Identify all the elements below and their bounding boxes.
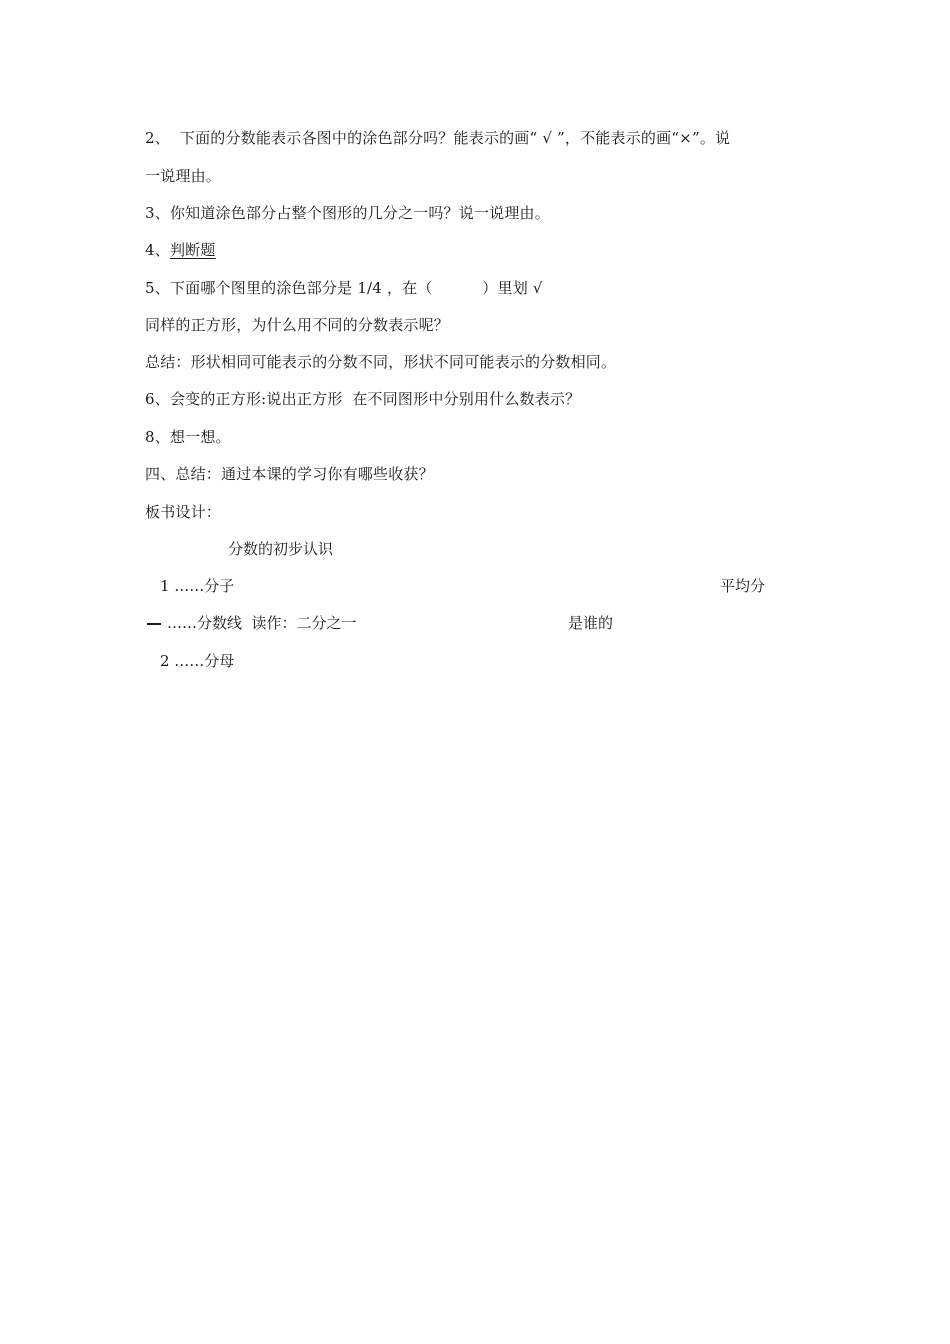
summary-text: 总结：形状相同可能表示的分数不同，形状不同可能表示的分数相同。 [145,353,617,371]
board-fraction-line-label: ……分数线 读作：二分之一 [167,614,357,632]
question-4-title: 判断题 [169,241,216,259]
question-3-text: 3、你知道涂色部分占整个图形的几分之一吗？说一说理由。 [145,204,550,222]
board-average: 平均分 [720,577,766,595]
question-6-text: 6、会变的正方形:说出正方形 在不同图形中分别用什么数表示？ [145,390,581,408]
question-5-text: 5、下面哪个图里的涂色部分是 1/4 ，在（ ）里划 √ [145,279,543,297]
question-2-text-cont: 一说理由。 [145,167,222,185]
question-2-text: 2、 下面的分数能表示各图中的涂色部分吗？能表示的画“ √ ”，不能表示的画“×”。说 [145,129,731,147]
prompt-same-square: 同样的正方形，为什么用不同的分数表示呢？ [145,316,450,334]
question-8-text: 8、想一想。 [145,428,231,446]
question-4-number: 4、 [145,241,170,259]
board-denominator: 2 ……分母 [160,652,235,670]
board-title: 分数的初步认识 [228,540,334,558]
board-whose: 是谁的 [568,614,614,632]
board-fraction-line [147,613,357,633]
question-4-heading [145,240,216,260]
fraction-bar [147,623,161,625]
section-4-summary: 四、总结：通过本课的学习你有哪些收获？ [145,465,434,483]
board-design-label: 板书设计： [145,503,222,521]
board-numerator: 1 ……分子 [160,577,235,595]
